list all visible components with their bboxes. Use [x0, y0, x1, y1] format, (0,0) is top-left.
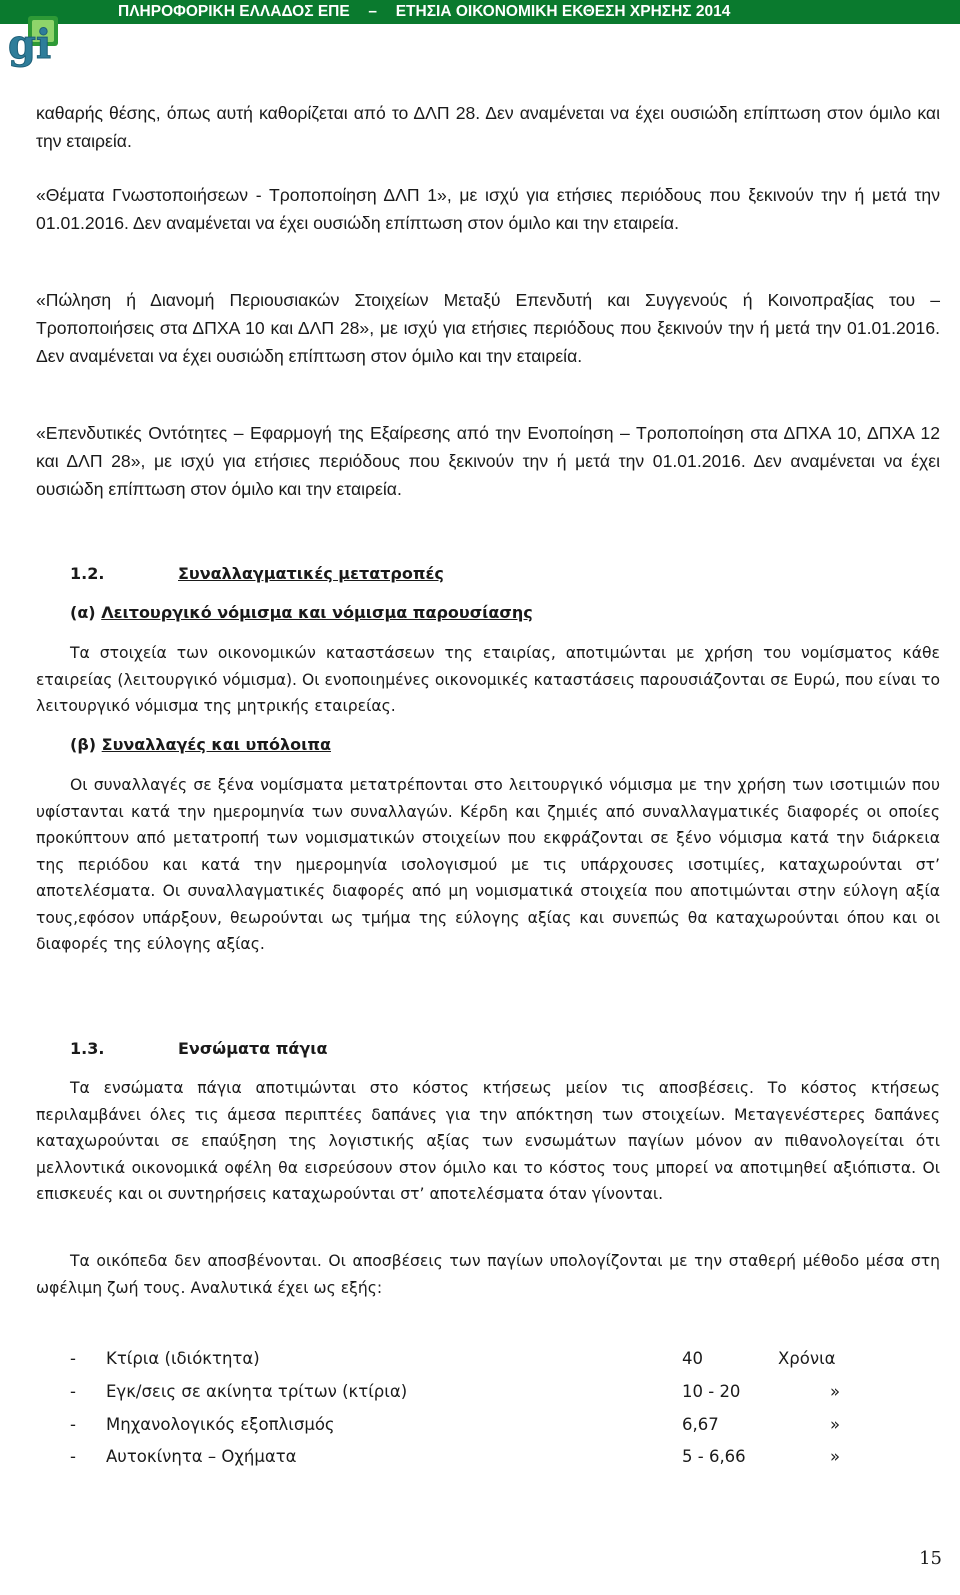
asset-category: Μηχανολογικός εξοπλισμός	[106, 1415, 335, 1434]
paragraph-fx-transactions: Οι συναλλαγές σε ξένα νομίσματα μετατρέπονται στο λειτουργικό νόμισμα με την χρήση των ισοτιμιών που υφίστανται κατά την ημερομηνία των συναλλαγών. Κέρδη και ζημιές από συναλλαγματικές διαφορές οι οποίες προκύπτουν από μετατροπή των νομισματικών στοιχείων που εκφράζονται σε ξένο νόμισμα κατά την διάρκεια της περιόδου και κατά την ημερομηνία ισολογισμού με τις υπάρχουσες ισοτιμίες, καταχωρούνται στ’ αποτελέσματα. Οι συναλλαγματικές διαφορές από μη νομισματικά στοιχεία που αποτιμώνται στην εύλογη αξία τους,εφόσον υπάρξουν, θεωρούνται ως τμήμα της εύλογης αξίας και συνεπώς θα καταχωρούνται όπου και οι διαφορές της εύλογης αξίας.	[36, 776, 940, 953]
paragraph-depreciation-method: Τα οικόπεδα δεν αποσβένονται. Οι αποσβέσεις των παγίων υπολογίζονται με την σταθερή μέθοδο μέσα στη ωφέλιμη ζωή τους. Αναλυτικά έχει ως εξής:	[36, 1252, 940, 1297]
useful-life-years: 6,67	[682, 1415, 719, 1434]
section-title: Συναλλαγματικές μετατροπές	[178, 564, 444, 583]
paragraph-disclosure-initiative: «Θέματα Γνωστοποιήσεων - Τροποποίηση ΔΛΠ 1», με ισχύ για ετήσιες περιόδους που ξεκινούν την ή μετά την 01.01.2016. Δεν αναμένεται να έχει ουσιώδη επίπτωση στον όμιλο και την εταιρεία.	[36, 185, 940, 233]
useful-life-unit: »	[830, 1447, 841, 1466]
subheading-label: (β)	[70, 735, 97, 754]
paragraph-investment-entities: «Επενδυτικές Οντότητες – Εφαρμογή της Εξαίρεσης από την Ενοποίηση – Τροποποίηση στα ΔΠΧΑ 10, ΔΠΧΑ 12 και ΔΛΠ 28», με ισχύ για ετήσιες περιόδους που ξεκινούν την ή μετά την 01.01.2016. Δεν αναμένεται να έχει ουσιώδη επίπτωση στον όμιλο και την εταιρεία.	[36, 423, 940, 499]
page-number: 15	[919, 1548, 942, 1569]
useful-life-years: 10 - 20	[682, 1382, 741, 1401]
company-logo	[4, 14, 64, 70]
logo-letters: gi	[8, 21, 52, 68]
list-dash: -	[70, 1382, 76, 1401]
subheading-label: (α)	[70, 603, 96, 622]
asset-category: Εγκ/σεις σε ακίνητα τρίτων (κτίρια)	[106, 1382, 408, 1401]
report-title: ΕΤΗΣΙΑ ΟΙΚΟΝΟΜΙΚΗ ΕΚΘΕΣΗ ΧΡΗΣΗΣ 2014	[395, 3, 731, 20]
section-heading-1-3	[70, 1039, 570, 1063]
section-heading-1-2	[70, 564, 570, 588]
section-title: Ενσώματα πάγια	[178, 1039, 328, 1058]
useful-life-unit: Χρόνια	[778, 1349, 836, 1368]
list-dash: -	[70, 1349, 76, 1368]
paragraph-net-equity: καθαρής θέσης, όπως αυτή καθορίζεται από το ΔΛΠ 28. Δεν αναμένεται να έχει ουσιώδη επίπτωση στον όμιλο και την εταιρεία.	[36, 103, 940, 151]
list-dash: -	[70, 1415, 76, 1434]
list-dash: -	[70, 1447, 76, 1466]
useful-life-unit: »	[830, 1382, 841, 1401]
paragraph-tangible-assets: Τα ενσώματα πάγια αποτιμώνται στο κόστος κτήσεως μείον τις αποσβέσεις. Το κόστος κτήσεως περιλαμβάνει όλες τις άμεσα περιπτέες δαπάνες για την απόκτηση των στοιχείων. Μεταγενέστερες δαπάνες καταχωρούνται σε επαύξηση της λογιστικής αξίας των ενσωμάτων παγίων μόνον αν πιθανολογείται ότι μελλοντικά οικονομικά οφέλη θα εισρεύσουν στον όμιλο και το κόστος τους μπορεί να αποτιμηθεί αξιόπιστα. Οι επισκευές και οι συντηρήσεις καταχωρούνται στ’ αποτελέσματα όταν γίνονται.	[36, 1079, 940, 1203]
useful-life-years: 5 - 6,66	[682, 1447, 746, 1466]
depreciation-row	[70, 1411, 870, 1439]
paragraph-functional-currency: Τα στοιχεία των οικονομικών καταστάσεων της εταιρίας, αποτιμώνται με χρήση του νομίσματος κάθε εταιρείας (λειτουργικό νόμισμα). Οι ενοποιημένες οικονομικές καταστάσεις παρουσιάζονται σε Ευρώ, που είναι το λειτουργικό νόμισμα της μητρικής εταιρείας.	[36, 644, 940, 715]
depreciation-row	[70, 1378, 870, 1406]
subheading-transactions-balances	[70, 735, 331, 754]
depreciation-row	[70, 1345, 870, 1373]
asset-category: Αυτοκίνητα – Οχήματα	[106, 1447, 297, 1466]
subheading-title: Λειτουργικό νόμισμα και νόμισμα παρουσίασης	[101, 603, 533, 622]
report-header-text	[118, 0, 730, 24]
asset-category: Κτίρια (ιδιόκτητα)	[106, 1349, 260, 1368]
paragraph-sale-contribution-assets: «Πώληση ή Διανομή Περιουσιακών Στοιχείων Μεταξύ Επενδυτή και Συγγενούς ή Κοινοπραξίας του – Τροποποιήσεις στα ΔΠΧΑ 10 και ΔΛΠ 28», με ισχύ για ετήσιες περιόδους που ξεκινούν την ή μετά την 01.01.2016. Δεν αναμένεται να έχει ουσιώδη επίπτωση στον όμιλο και την εταιρεία.	[36, 290, 940, 366]
report-header-bar	[0, 0, 960, 24]
company-name: ΠΛΗΡΟΦΟΡΙΚΗ ΕΛΛΑΔΟΣ ΕΠΕ	[118, 3, 350, 20]
header-separator: –	[368, 3, 378, 20]
section-number: 1.2.	[70, 564, 105, 583]
depreciation-row	[70, 1443, 870, 1471]
subheading-functional-currency	[70, 603, 533, 622]
subheading-title: Συναλλαγές και υπόλοιπα	[101, 735, 331, 754]
useful-life-years: 40	[682, 1349, 703, 1368]
section-number: 1.3.	[70, 1039, 105, 1058]
useful-life-unit: »	[830, 1415, 841, 1434]
